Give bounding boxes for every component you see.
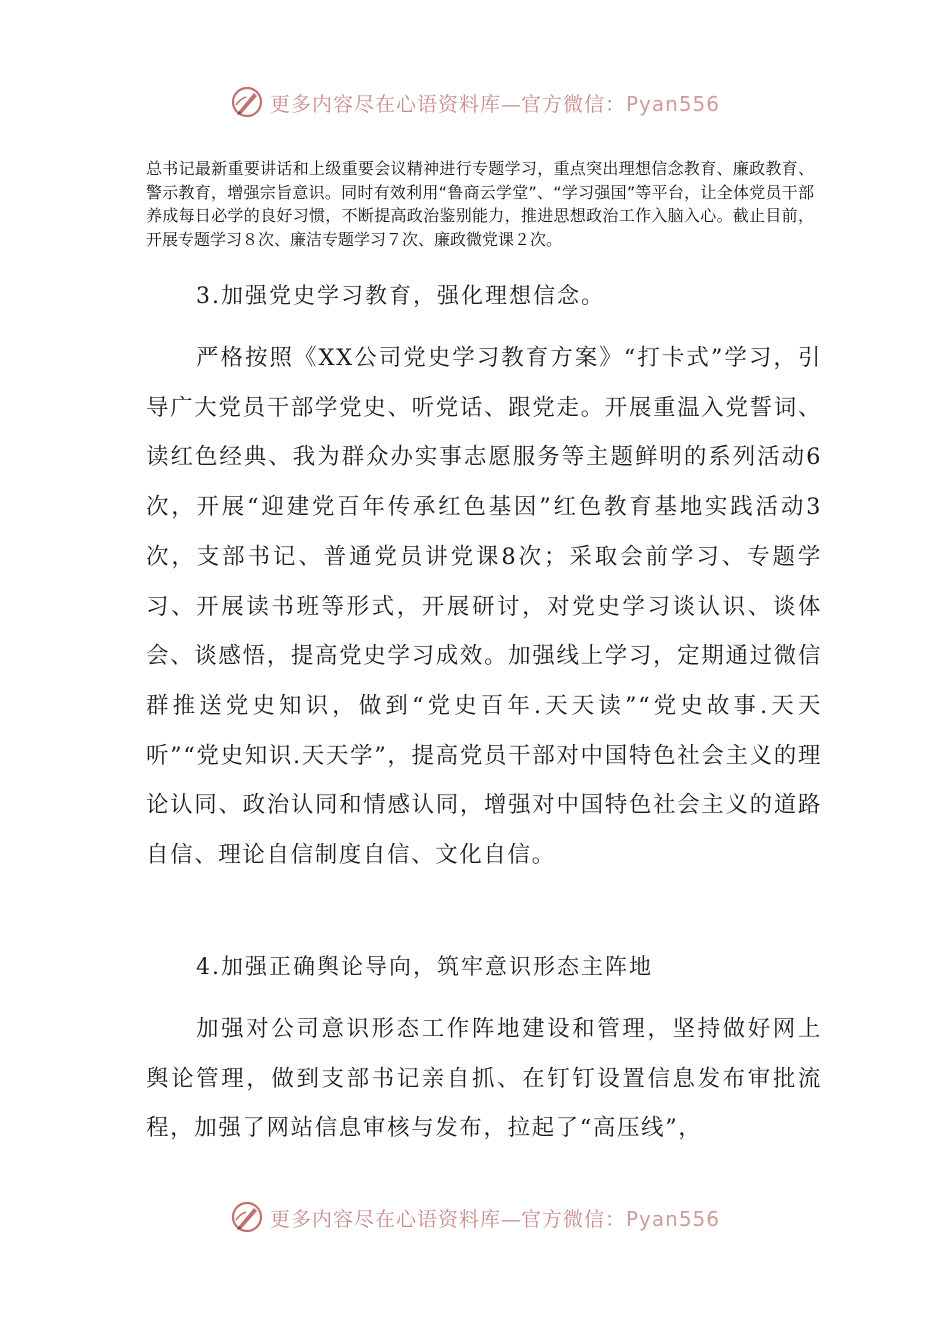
footer-watermark-banner — [0, 1197, 950, 1237]
section-4-heading: 4.加强正确舆论导向，筑牢意识形态主阵地 — [196, 955, 653, 980]
banner-text — [270, 1203, 720, 1232]
section-3-paragraph: 严格按照《XX公司党史学习教育方案》“打卡式”学习，引导广大党员干部学党史、听党话、跟党走。开展重温入党誓词、读红色经典、我为群众办实事志愿服务等主题鲜明的系列活动6次，开展“迎建党百年传承红色基因”红色教育基地实践活动3次，支部书记、普通党员讲党课8次；采取会前学习、专题学习、开展读书班等形式，开展研讨，对党史学习谈认识、谈体会、谈感悟，提高党史学习成效。加强线上学习，定期通过微信群推送党史知识，做到“党史百年.天天读”“党史故事.天天听”“党史知识.天天学”，提高党员干部对中国特色社会主义的理论认同、政治认同和情感认同，增强对中国特色社会主义的道路自信、理论自信制度自信、文化自信。 — [146, 345, 822, 869]
banner-official-text: 官方微信： — [520, 91, 626, 116]
banner-official-text: 官方微信： — [520, 1206, 626, 1231]
intro-paragraph: 总书记最新重要讲话和上级重要会议精神进行专题学习，重点突出理想信念教育、廉政教育、警示教育，增强宗旨意识。同时有效利用“鲁商云学堂”、“学习强国”等平台，让全体党员干部养成每日必学的良好习惯，不断提高政治鉴别能力，推进思想政治工作入脑入心。截止目前，开展专题学习８次、廉洁专题学习７次、廉政微党课２次。 — [146, 159, 814, 249]
section-4-paragraph: 加强对公司意识形态工作阵地建设和管理，坚持做好网上舆论管理，做到支部书记亲自抓、在钉钉设置信息发布审批流程，加强了网站信息审核与发布，拉起了“高压线”， — [146, 1016, 822, 1142]
banner-text — [270, 88, 720, 117]
banner-wechat-id: Pyan556 — [625, 1206, 720, 1231]
header-watermark-banner — [0, 82, 950, 122]
banner-main-text: 更多内容尽在心语资料库 — [269, 1206, 501, 1231]
banner-wechat-id: Pyan556 — [625, 91, 720, 116]
section-3-heading: 3.加强党史学习教育，强化理想信念。 — [196, 284, 605, 309]
banner-dash: — — [500, 91, 521, 116]
pen-logo-icon — [230, 1200, 264, 1234]
banner-dash: — — [500, 1206, 521, 1231]
banner-main-text: 更多内容尽在心语资料库 — [269, 91, 501, 116]
pen-logo-icon — [230, 85, 264, 119]
